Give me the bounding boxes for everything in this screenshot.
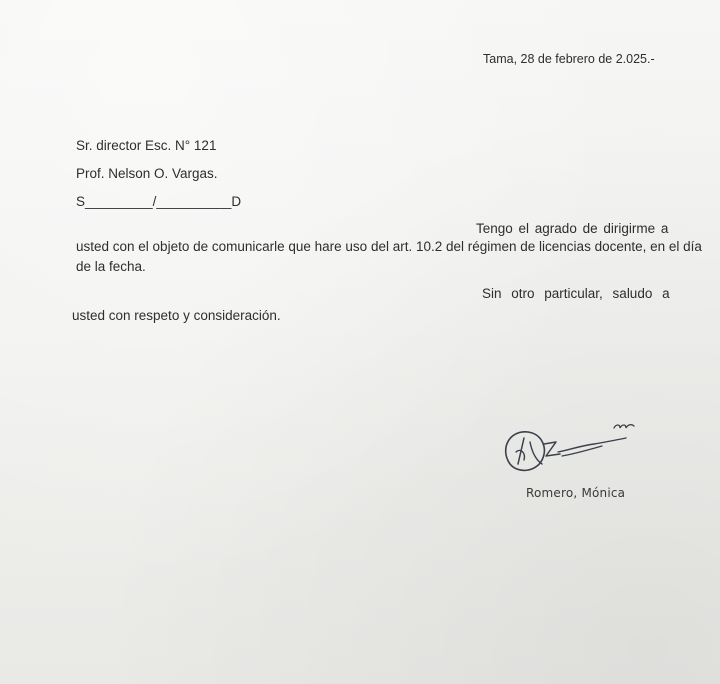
paragraph-1-opening: Tengo el agrado de dirigirme a [476, 221, 669, 236]
recipient-name: Prof. Nelson O. Vargas. [76, 166, 218, 181]
recipient-title: Sr. director Esc. N° 121 [76, 138, 217, 153]
signer-name: Romero, Mónica [526, 486, 626, 500]
recipient-salutation: S_________/__________D [76, 194, 242, 209]
paragraph-2-line-1: usted con respeto y consideración. [72, 308, 281, 323]
paragraph-2-opening: Sin otro particular, saludo a [482, 286, 670, 301]
paragraph-1-line-1: usted con el objeto de comunicarle que hare uso del art. 10.2 del régimen de licencias docente, en el día [76, 239, 702, 254]
date-line: Tama, 28 de febrero de 2.025.- [483, 52, 655, 66]
paragraph-1-line-2: de la fecha. [76, 259, 146, 274]
handwritten-signature [498, 412, 648, 482]
